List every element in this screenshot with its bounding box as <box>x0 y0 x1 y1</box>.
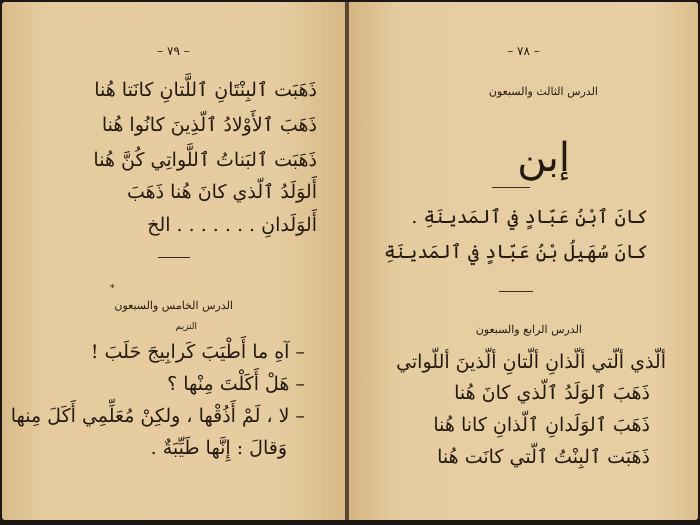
lesson-title: الدرس الثالث والسبعون <box>488 85 598 98</box>
text-line: ألّذي ألّتي ألّذانِ ألّتانِ ألّذينَ أللّواتي <box>396 351 666 373</box>
text-line: كانَ ٱبْنُ عَبّادٍ في ٱلمَدينَةِ . <box>411 206 648 228</box>
left-page <box>2 2 345 520</box>
page-number-left: – ٧٩ – <box>157 44 190 58</box>
text-line: أَلوَلَدانِ . . . . . . . الخ <box>147 214 317 236</box>
book-spread <box>2 2 698 520</box>
right-page <box>349 2 698 520</box>
page-number-right: – ٧٨ – <box>507 44 540 58</box>
text-line: ذَهَبَ ٱلأَوْلادُ ٱلّذِينَ كانُوا هُنا <box>101 114 317 136</box>
asterisk-mark: * <box>110 284 115 294</box>
dialogue-line: وَقالَ : إِنَّها طَيِّبَةٌ . <box>150 437 287 459</box>
lesson-title: الدرس الرابع والسبعون <box>475 323 582 336</box>
heading-word: إبن <box>517 135 570 181</box>
dialogue-line: – لا ، لَمْ أَذُقْها ، ولكِنْ مُعَلِّمِي أَكَلَ مِنها <box>10 405 305 427</box>
text-line: ذَهَبَت ٱلبِنْتَانِ ٱللَّتانِ كانَتا هُنا <box>94 79 317 101</box>
text-line: ذَهَبَ ٱلوَلَدانِ ٱلّذانِ كانا هُنا <box>433 414 650 436</box>
lesson-subtitle: التزيم <box>175 322 197 332</box>
dialogue-line: – هَلْ أَكَلْتَ مِنْها ؟ <box>167 373 305 395</box>
section-divider <box>499 291 533 292</box>
text-line: ذَهَبَت ٱلبِنْتُ ٱلّتي كانَت هُنا <box>437 446 650 468</box>
lesson-title: الدرس الخامس والسبعون <box>114 299 233 312</box>
text-line: أَلوَلَدُ ٱلّذي كانَ هُنا ذَهَبَ <box>126 181 317 203</box>
text-line: ذَهَبَت ٱلبَناتُ ٱللَّواتِي كُنَّ هُنا <box>93 149 317 171</box>
section-divider <box>492 187 530 188</box>
text-line: كانَ سُهَيلُ بْنُ عَبّادٍ في ٱلمَدينَةِ <box>384 241 648 263</box>
section-divider <box>158 257 190 258</box>
text-line: ذَهَبَ ٱلوَلَدُ ٱلّذي كانَ هُنا <box>454 382 650 404</box>
dialogue-line: – آهِ ما أَطْيَبَ كَرابِيجَ حَلَبَ ! <box>90 341 305 363</box>
